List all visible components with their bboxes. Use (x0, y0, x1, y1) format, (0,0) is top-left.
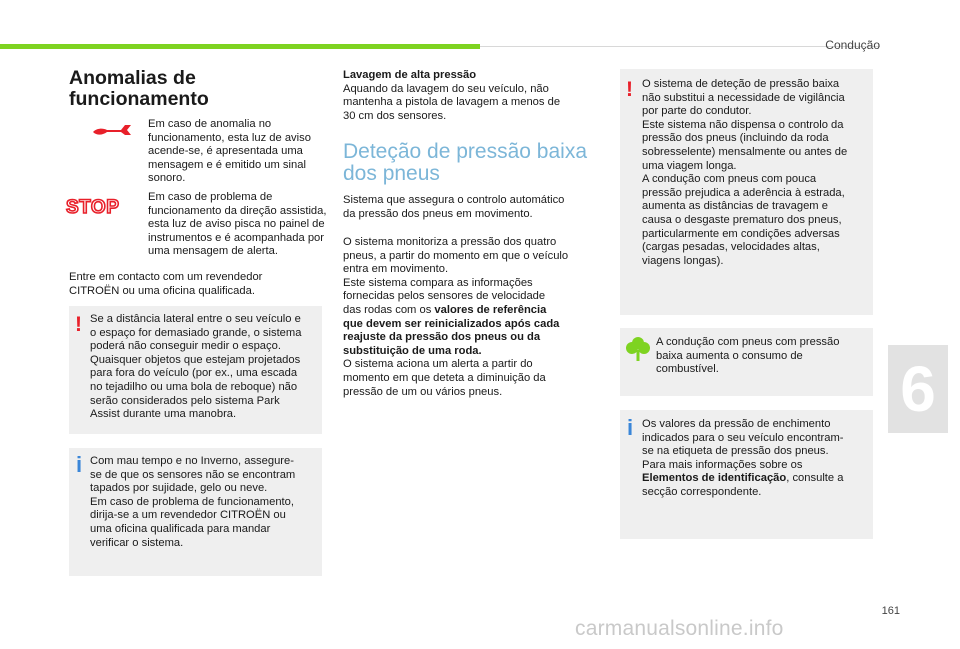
eco-tree-icon (626, 336, 650, 362)
info-icon: i (627, 415, 634, 440)
wrench-icon (91, 118, 133, 140)
high-pressure-wash-section: Lavagem de alta pressão Aquando da lavagem do seu veículo, não mantenha a pistola de lavagem a menos de 30 cm dos sensores. (343, 69, 561, 122)
tyre-body-text: O sistema monitoriza a pressão dos quatro pneus, a partir do momento em que o veículo entra em movimento. Este sistema compara as informações fornecidas pelos sensores de velocidade das rodas com os valores de referência que devem ser reinicializados após cada reajuste da pressão dos pneus ou da substituição de uma roda. O sistema aciona um alerta a partir do momento em que deteta a diminuição da pressão de um ou vários pneus. (343, 236, 569, 398)
warning-box-text: Se a distância lateral entre o seu veículo e o espaço for demasiado grande, o sistema poderá não conseguir medir o espaço. Quaisquer objetos que estejam projetados para fora do veículo (por ex., uma escada no tejadilho ou uma bola de reboque) não serão considerados pelo sistema Park Assist durante uma manobra. (90, 313, 302, 421)
chapter-tab: 6 (888, 345, 948, 433)
stop-warning-text: Em caso de problema de funcionamento da direção assistida, esta luz de aviso pisca no painel de instrumentos e é acompanhada por uma mensagem de alerta. (148, 191, 327, 258)
wrench-warning-text: Em caso de anomalia no funcionamento, esta luz de aviso acende-se, é apresentada uma mensagem e é emitido um sinal sonoro. (148, 118, 311, 185)
exclamation-icon: ! (75, 313, 82, 336)
stop-icon: STOP (66, 197, 120, 218)
info-box-text: Com mau tempo e no Inverno, assegure- se de que os sensores não se encontram tapados por sujidade, gelo ou neve. Em caso de problema de funcionamento, dirija-se a um revendedor CITROËN ou uma oficina qualificada para mandar verificar o sistema. (90, 455, 296, 549)
header-accent-bar (0, 44, 480, 49)
tyre-warning-text: O sistema de deteção de pressão baixa não substitui a necessidade de vigilância por parte do condutor. Este sistema não dispensa o controlo da pressão dos pneus (incluindo da roda sobresselente) mensalmente ou antes de uma viagem longa. A condução com pneus com pouca pressão prejudica a aderência à estrada, aumenta as distâncias de travagem e causa o desgaste prematuro dos pneus, particularmente em condições adversas (cargas pesadas, velocidades altas, viagens longas). (642, 78, 848, 267)
tyre-intro-text: Sistema que assegura o controlo automático da pressão dos pneus em movimento. (343, 194, 565, 220)
info-icon: i (76, 452, 83, 477)
anomalias-heading: Anomalias de funcionamento (69, 67, 209, 110)
eco-text: A condução com pneus com pressão baixa aumenta o consumo de combustível. (656, 336, 840, 376)
tyre-pressure-heading: Deteção de pressão baixa dos pneus (343, 140, 587, 185)
section-title: Condução (825, 38, 880, 52)
exclamation-icon: ! (626, 78, 633, 101)
contact-dealer-text: Entre em contacto com um revendedor CITROËN ou uma oficina qualificada. (69, 271, 263, 297)
info-box-2-text: Os valores da pressão de enchimento indicados para o seu veículo encontram- se na etiqueta de pressão dos pneus. Para mais informações sobre os Elementos de identificação, consulte a secção correspondente. (642, 418, 844, 498)
watermark: carmanualsonline.info (575, 617, 784, 640)
page-number: 161 (881, 605, 900, 617)
